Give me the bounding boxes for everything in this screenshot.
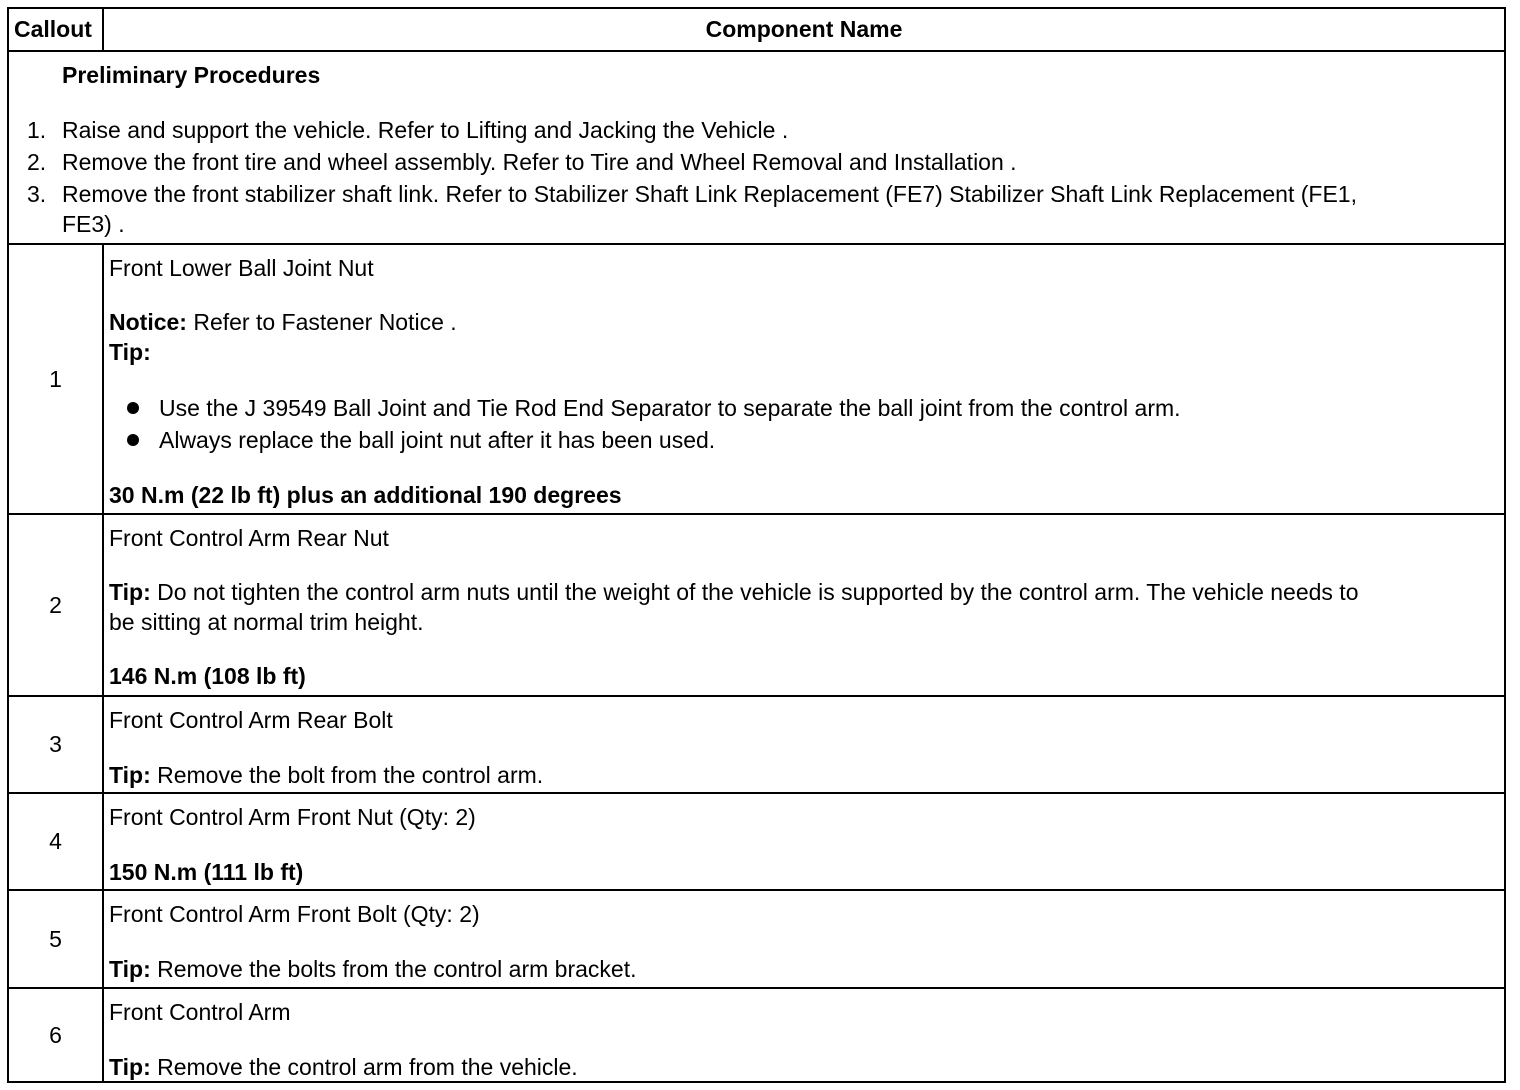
- tip-line: [109, 1054, 578, 1081]
- torque-spec: 150 N.m (111 lb ft): [109, 859, 304, 885]
- tip-text-continued: be sitting at normal trim height.: [109, 609, 424, 635]
- tip-text: Remove the bolt from the control arm.: [150, 762, 544, 788]
- step-text-continued: FE3) .: [62, 211, 125, 237]
- tip-text: Remove the control arm from the vehicle.: [150, 1054, 578, 1080]
- header-component-name: Component Name: [705, 16, 903, 42]
- tip-label: Tip:: [109, 956, 151, 982]
- step-number: 3.: [27, 181, 47, 207]
- notice-text: Refer to Fastener Notice .: [186, 309, 457, 335]
- column-divider: [102, 697, 104, 794]
- step-text: Remove the front stabilizer shaft link. Refer to Stabilizer Shaft Link Replacement (FE7) Stabilizer Shaft Link Replacement (FE1,: [62, 181, 1357, 207]
- tip-label: Tip:: [109, 579, 151, 605]
- procedure-table: [7, 7, 1506, 1083]
- callout-number: 4: [49, 828, 62, 854]
- tip-bullet-text: Use the J 39549 Ball Joint and Tie Rod End Separator to separate the ball joint from the control arm.: [159, 395, 1181, 421]
- callout-number: 3: [49, 731, 62, 757]
- step-text: Remove the front tire and wheel assembly. Refer to Tire and Wheel Removal and Installation .: [62, 149, 1017, 175]
- callout-number: 1: [49, 365, 62, 392]
- tip-line: [109, 579, 1359, 606]
- torque-spec: 30 N.m (22 lb ft) plus an additional 190 degrees: [109, 482, 622, 508]
- component-name: Front Control Arm Rear Bolt: [109, 707, 393, 733]
- table-row: [9, 987, 1504, 1081]
- tip-text: Do not tighten the control arm nuts until the weight of the vehicle is supported by the control arm. The vehicle needs to: [150, 579, 1359, 605]
- component-name: Front Control Arm Front Bolt (Qty: 2): [109, 901, 480, 927]
- callout-number: 2: [49, 591, 62, 618]
- bullet-icon: [127, 402, 139, 414]
- table-row: [9, 513, 1504, 695]
- tip-line: [109, 762, 543, 789]
- header-callout: Callout: [14, 16, 92, 42]
- preliminary-title: Preliminary Procedures: [62, 62, 321, 88]
- callout-number: 6: [49, 1021, 62, 1048]
- tip-label: Tip:: [109, 1054, 151, 1080]
- step-number: 1.: [27, 117, 47, 143]
- table-row: [9, 792, 1504, 889]
- step-number: 2.: [27, 149, 47, 175]
- bullet-icon: [127, 434, 139, 446]
- component-name: Front Lower Ball Joint Nut: [109, 255, 374, 281]
- column-divider: [102, 245, 104, 515]
- tip-label: Tip:: [109, 762, 151, 788]
- column-divider: [102, 891, 104, 989]
- component-name: Front Control Arm: [109, 999, 291, 1025]
- column-divider: [102, 515, 104, 697]
- tip-text: Remove the bolts from the control arm bracket.: [150, 956, 637, 982]
- table-header-row: [9, 9, 1504, 50]
- table-row: [9, 695, 1504, 792]
- notice-label: Notice:: [109, 309, 187, 335]
- notice-line: [109, 309, 457, 336]
- tip-label: Tip:: [109, 339, 151, 365]
- step-text: Raise and support the vehicle. Refer to Lifting and Jacking the Vehicle .: [62, 117, 789, 143]
- tip-bullet-text: Always replace the ball joint nut after it has been used.: [159, 427, 716, 453]
- table-row: [9, 889, 1504, 987]
- component-name: Front Control Arm Rear Nut: [109, 525, 389, 551]
- callout-number: 5: [49, 925, 62, 952]
- column-divider: [102, 989, 104, 1083]
- column-divider: [102, 794, 104, 891]
- table-row: [9, 243, 1504, 513]
- component-name: Front Control Arm Front Nut (Qty: 2): [109, 804, 476, 830]
- preliminary-procedures-row: [9, 50, 1504, 243]
- tip-line: [109, 956, 637, 983]
- torque-spec: 146 N.m (108 lb ft): [109, 663, 306, 689]
